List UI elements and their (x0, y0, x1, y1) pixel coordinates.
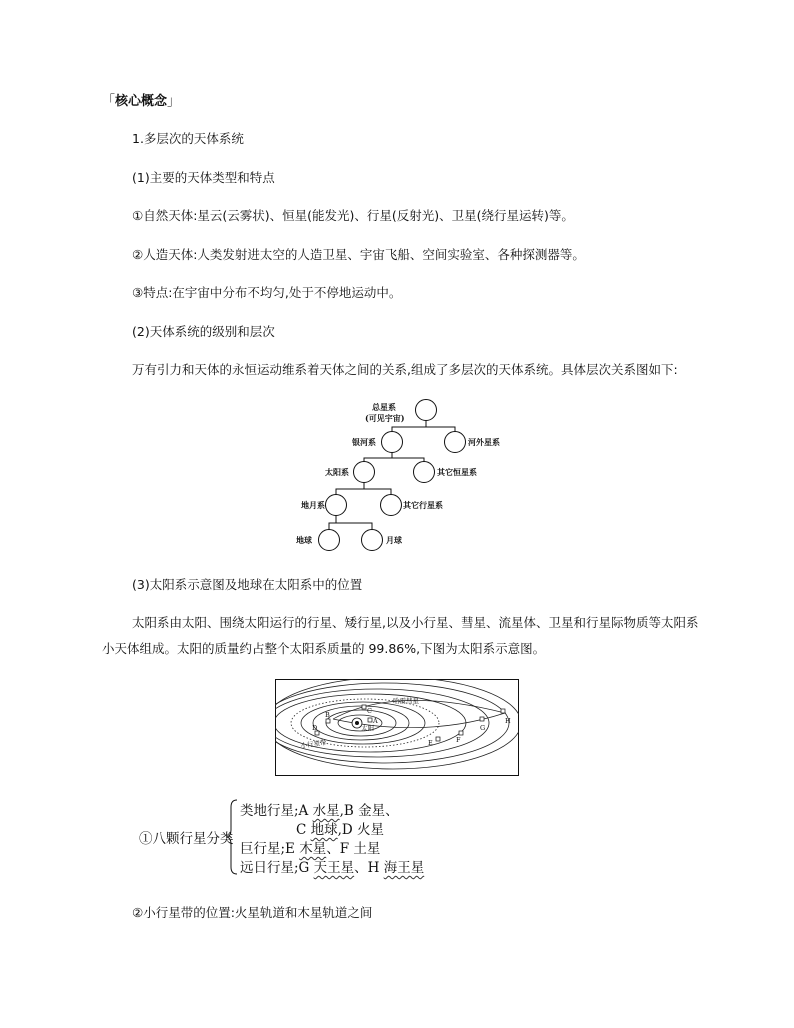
planet-d-label: D (312, 724, 318, 732)
solar-paragraph-line1: 太阳系由太阳、围绕太阳运行的行星、矮行星,以及小行星、彗星、流星体、卫星和行星际物质等太阳系 (132, 615, 699, 630)
sub3-title: (3)太阳系示意图及地球在太阳系中的位置 (132, 577, 363, 592)
terrestrial-row (240, 799, 399, 819)
ice-giant-row (240, 856, 424, 876)
neptune-term: 海王星 (383, 860, 425, 876)
node-solar-circle (354, 462, 375, 483)
comet-label: 哈雷彗星 (393, 697, 419, 705)
solar-paragraph-line2: 小天体组成。太阳的质量约占整个太阳系质量的 99.86%,下图为太阳系示意图。 (102, 641, 546, 656)
planet-h-label: H (505, 717, 511, 725)
item-artificial-bodies: ②人造天体:人类发射进太空的人造卫星、宇宙飞船、空间实验室、各种探测器等。 (132, 247, 585, 262)
terrestrial-row-2 (296, 818, 384, 838)
sub2-title: (2)天体系统的级别和层次 (132, 324, 275, 339)
terrestrial-prefix: 类地行星;A (240, 803, 313, 819)
mars-term: ,D 火星 (337, 822, 385, 838)
planet-e-marker (436, 737, 440, 741)
planet-b-label: B (325, 711, 330, 719)
planet-c-marker (362, 705, 366, 709)
node-other-star-circle (414, 462, 435, 483)
node-root-circle (416, 400, 437, 421)
item-features: ③特点:在宇宙中分布不均匀,处于不停地运动中。 (132, 285, 402, 300)
connector-galaxy (364, 453, 424, 462)
heading-block (102, 90, 180, 109)
asteroid-belt-label: 小行星带 (300, 738, 328, 750)
ice-prefix: 远日行星;G (240, 860, 314, 876)
hierarchy-diagram (290, 395, 520, 555)
bracket-open: 「 (102, 94, 116, 109)
ice-mid: 、H (354, 860, 384, 876)
solar-system-figure (275, 679, 519, 776)
planet-b-marker (326, 719, 330, 723)
planet-c-label: C (367, 707, 372, 715)
earth-term: 地球 (310, 822, 338, 838)
bracket-close: 」 (167, 94, 181, 109)
label-other-planet: 其它行星系 (403, 500, 443, 510)
sun-label: 太阳 (361, 724, 374, 732)
giant-row (240, 837, 380, 857)
planet-e-label: E (428, 739, 433, 747)
classification-brace (226, 799, 238, 875)
label-galaxy: 银河系 (352, 437, 376, 447)
planet-f-label: F (456, 736, 461, 744)
saturn-term: 、F 土星 (326, 841, 381, 857)
section1-title: 1.多层次的天体系统 (132, 131, 244, 146)
connector-earth-moon (329, 516, 372, 530)
terrestrial-mid: ,B 金星、 (339, 803, 399, 819)
hierarchy-paragraph: 万有引力和天体的永恒运动维系着天体之间的关系,组成了多层次的天体系统。具体层次关系图如下: (132, 362, 678, 377)
label-earth-moon: 地月系 (301, 500, 325, 510)
node-earth-moon-circle (326, 495, 347, 516)
planet-g-marker (480, 717, 484, 721)
node-moon-circle (362, 530, 383, 551)
connector-solar (336, 483, 391, 495)
planet-f-marker (459, 731, 463, 735)
node-galaxy-circle (382, 432, 403, 453)
label-root: 总星系 (372, 402, 396, 412)
node-other-galaxy-circle (445, 432, 466, 453)
mercury-term: 水星 (312, 803, 340, 819)
label-other-galaxy: 河外星系 (468, 437, 500, 447)
giant-prefix: 巨行星;E (240, 841, 300, 857)
uranus-term: 天王星 (313, 860, 355, 876)
item-natural-bodies: ①自然天体:星云(云雾状)、恒星(能发光)、行星(反射光)、卫星(绕行星运转)等。 (132, 208, 574, 223)
planet-g-label: G (480, 724, 486, 732)
label-other-star: 其它恒星系 (437, 467, 477, 477)
node-other-planet-circle (381, 495, 402, 516)
label-solar: 太阳系 (325, 467, 349, 477)
label-moon: 月球 (386, 535, 402, 545)
classification-label: ①八颗行星分类 (139, 831, 234, 847)
heading-title: 核心概念 (115, 94, 168, 109)
jupiter-term: 木星 (299, 841, 327, 857)
earth-prefix: C (296, 822, 311, 838)
asteroid-belt-position: ②小行星带的位置:火星轨道和木星轨道之间 (132, 905, 373, 920)
sub1-title: (1)主要的天体类型和特点 (132, 170, 275, 185)
label-root-note: (可见宇宙) (365, 413, 405, 423)
node-earth-circle (319, 530, 340, 551)
label-earth: 地球 (296, 535, 312, 545)
planet-a-marker (368, 718, 372, 722)
planet-a-label: A (373, 717, 378, 725)
planet-h-marker (501, 709, 505, 713)
